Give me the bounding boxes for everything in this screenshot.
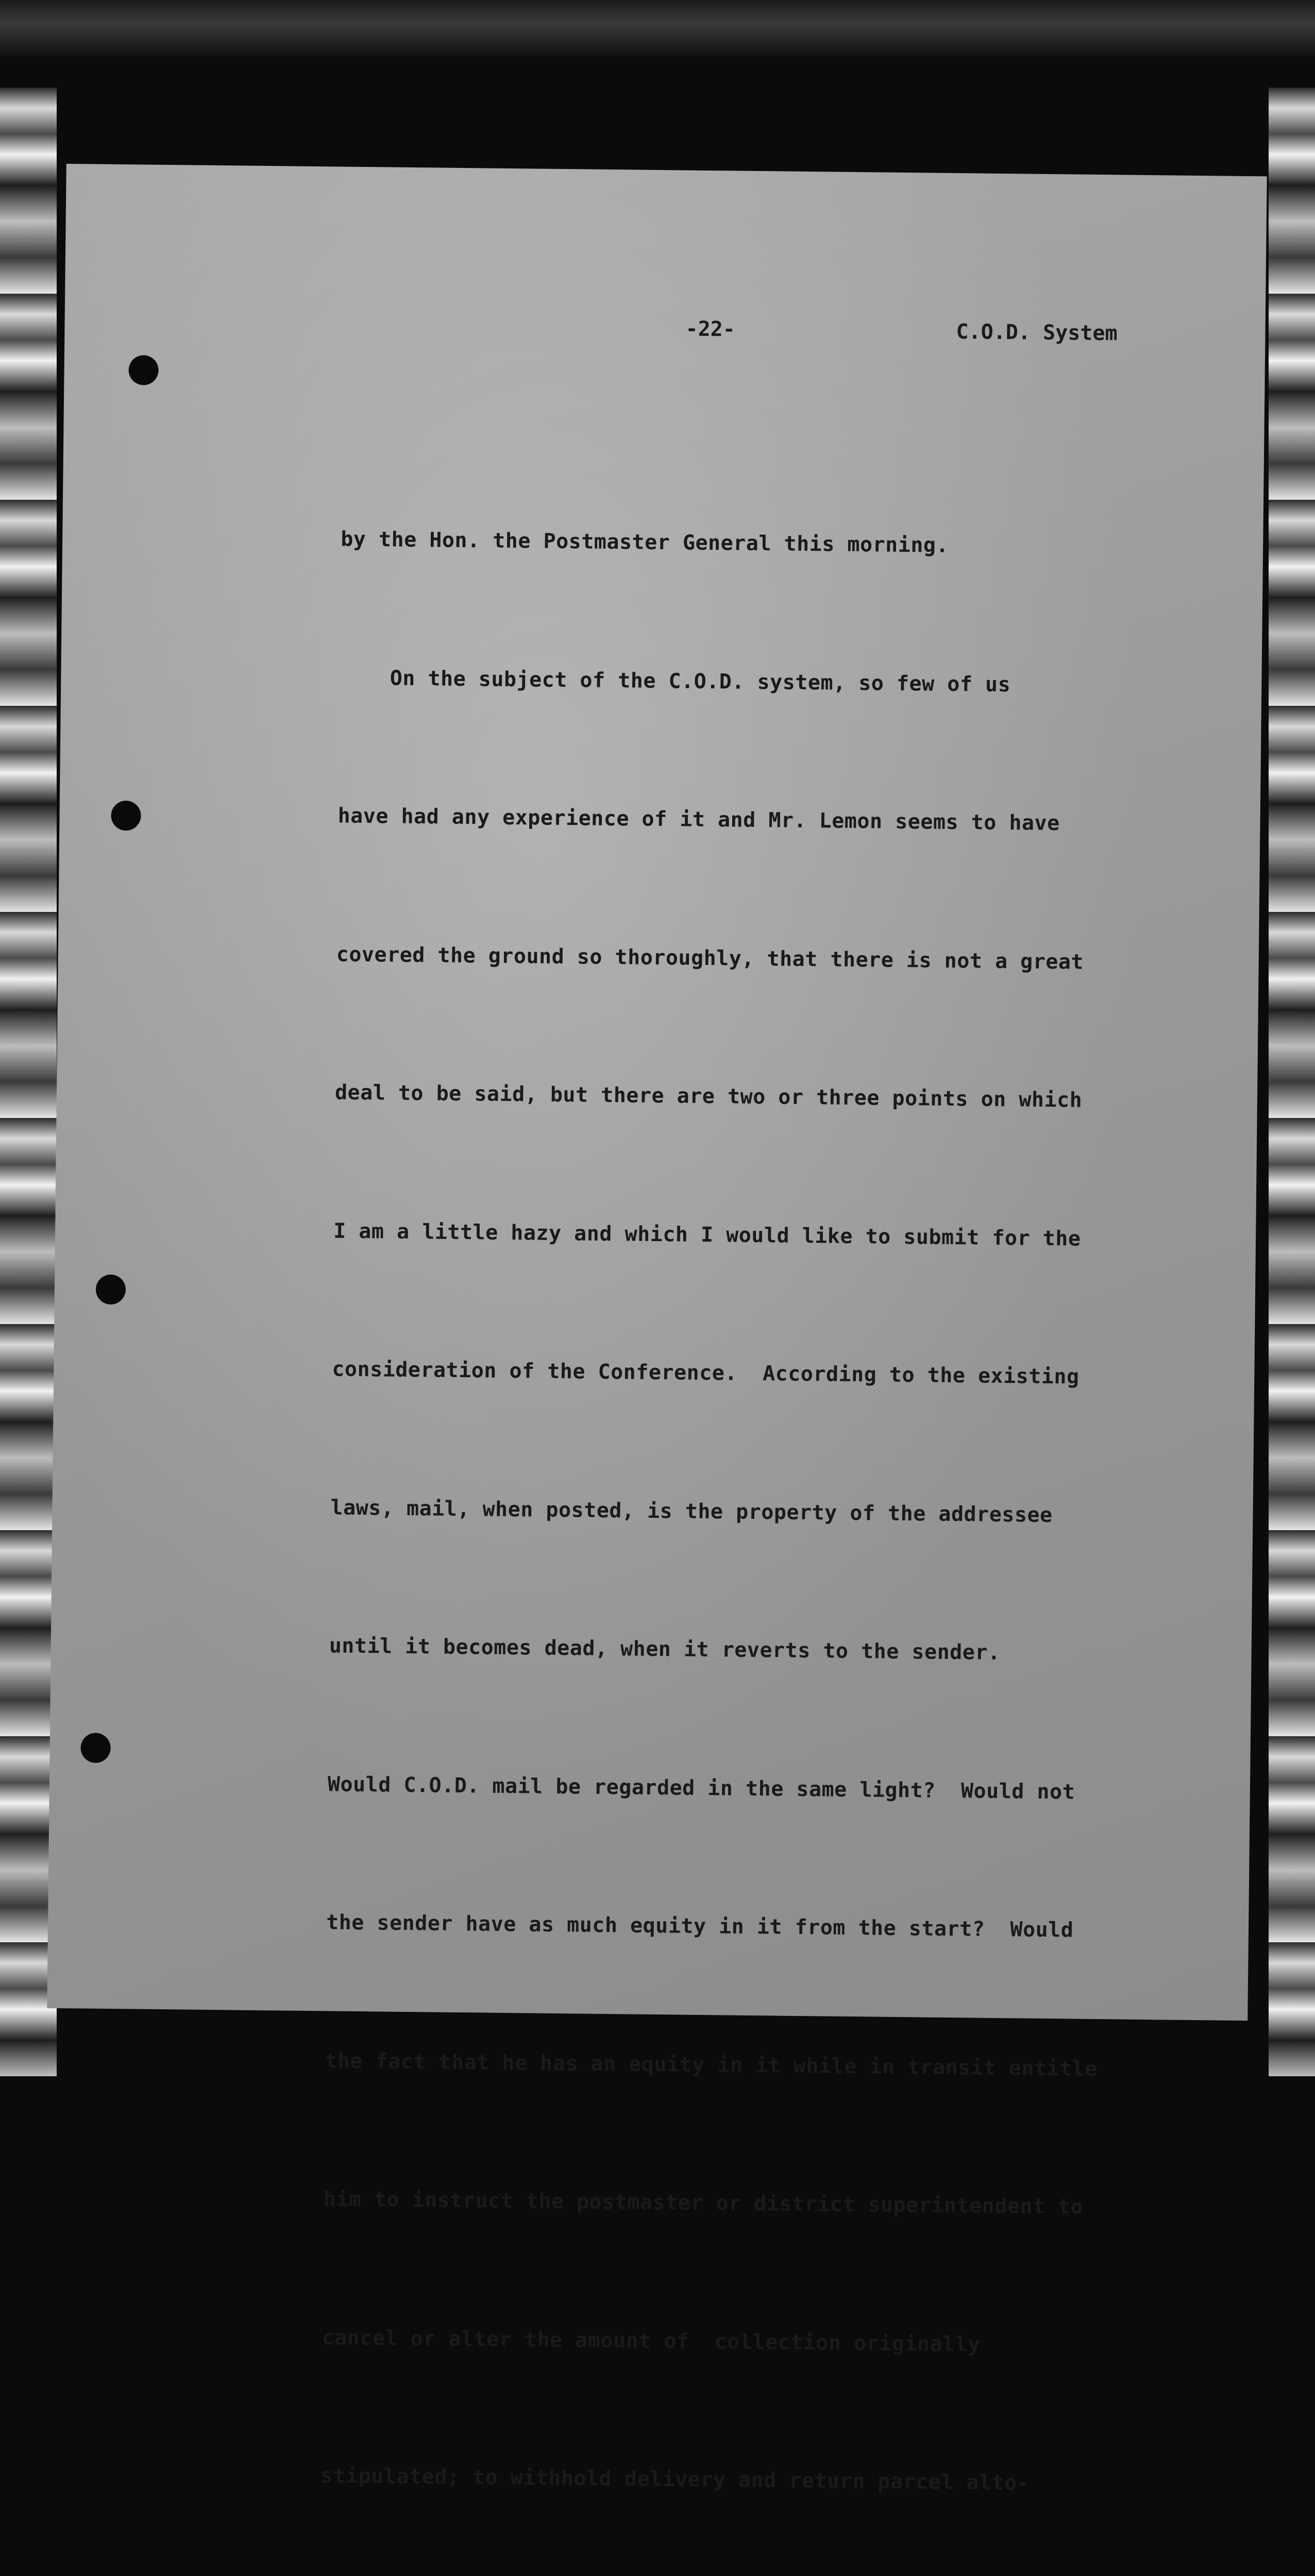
- text-line: until it becomes dead, when it reverts to the sender.: [329, 1634, 1001, 1665]
- text-line: consideration of the Conference. According to the existing: [332, 1357, 1080, 1389]
- page-number: -22-: [685, 317, 736, 342]
- document-sheet: [47, 164, 1267, 2495]
- text-line: laws, mail, when posted, is the property of the addressee: [330, 1495, 1053, 1527]
- text-line: have had any experience of it and Mr. Lemon seems to have: [338, 804, 1060, 836]
- text-line: deal to be said, but there are two or three points on which: [334, 1080, 1083, 1112]
- text-line: On the subject of the C.O.D. system, so few of us: [339, 666, 1011, 697]
- punch-hole-4: [80, 1733, 111, 1763]
- text-line: covered the ground so thoroughly, that there is not a great: [336, 942, 1084, 974]
- page-topic: C.O.D. System: [956, 319, 1118, 346]
- text-line: by the Hon. the Postmaster General this morning.: [340, 527, 949, 557]
- text-line: Would C.O.D. mail be regarded in the same light? Would not: [327, 1772, 1075, 1804]
- punch-hole-2: [111, 801, 141, 831]
- typed-body-text: [299, 425, 1249, 2576]
- text-line: I am a little hazy and which I would like to submit for the: [333, 1218, 1081, 1251]
- punch-hole-1: [128, 355, 159, 385]
- film-edge-left: [0, 88, 57, 2076]
- punch-hole-3: [96, 1275, 126, 1305]
- text-line: the sender have as much equity in it from the start? Would: [326, 1910, 1074, 1942]
- text-line: the fact that he has an equity in it while in transit entitle: [325, 2048, 1098, 2081]
- film-edge-right: [1269, 88, 1315, 2076]
- film-top-band: [0, 0, 1315, 57]
- page-header: [64, 311, 1266, 354]
- text-line: stipulated; to withhold delivery and return parcel alto-: [320, 2464, 1030, 2495]
- text-line: him to instruct the postmaster or district superintendent to: [323, 2187, 1084, 2219]
- text-line: cancel or alter the amount of collection originally: [322, 2325, 981, 2357]
